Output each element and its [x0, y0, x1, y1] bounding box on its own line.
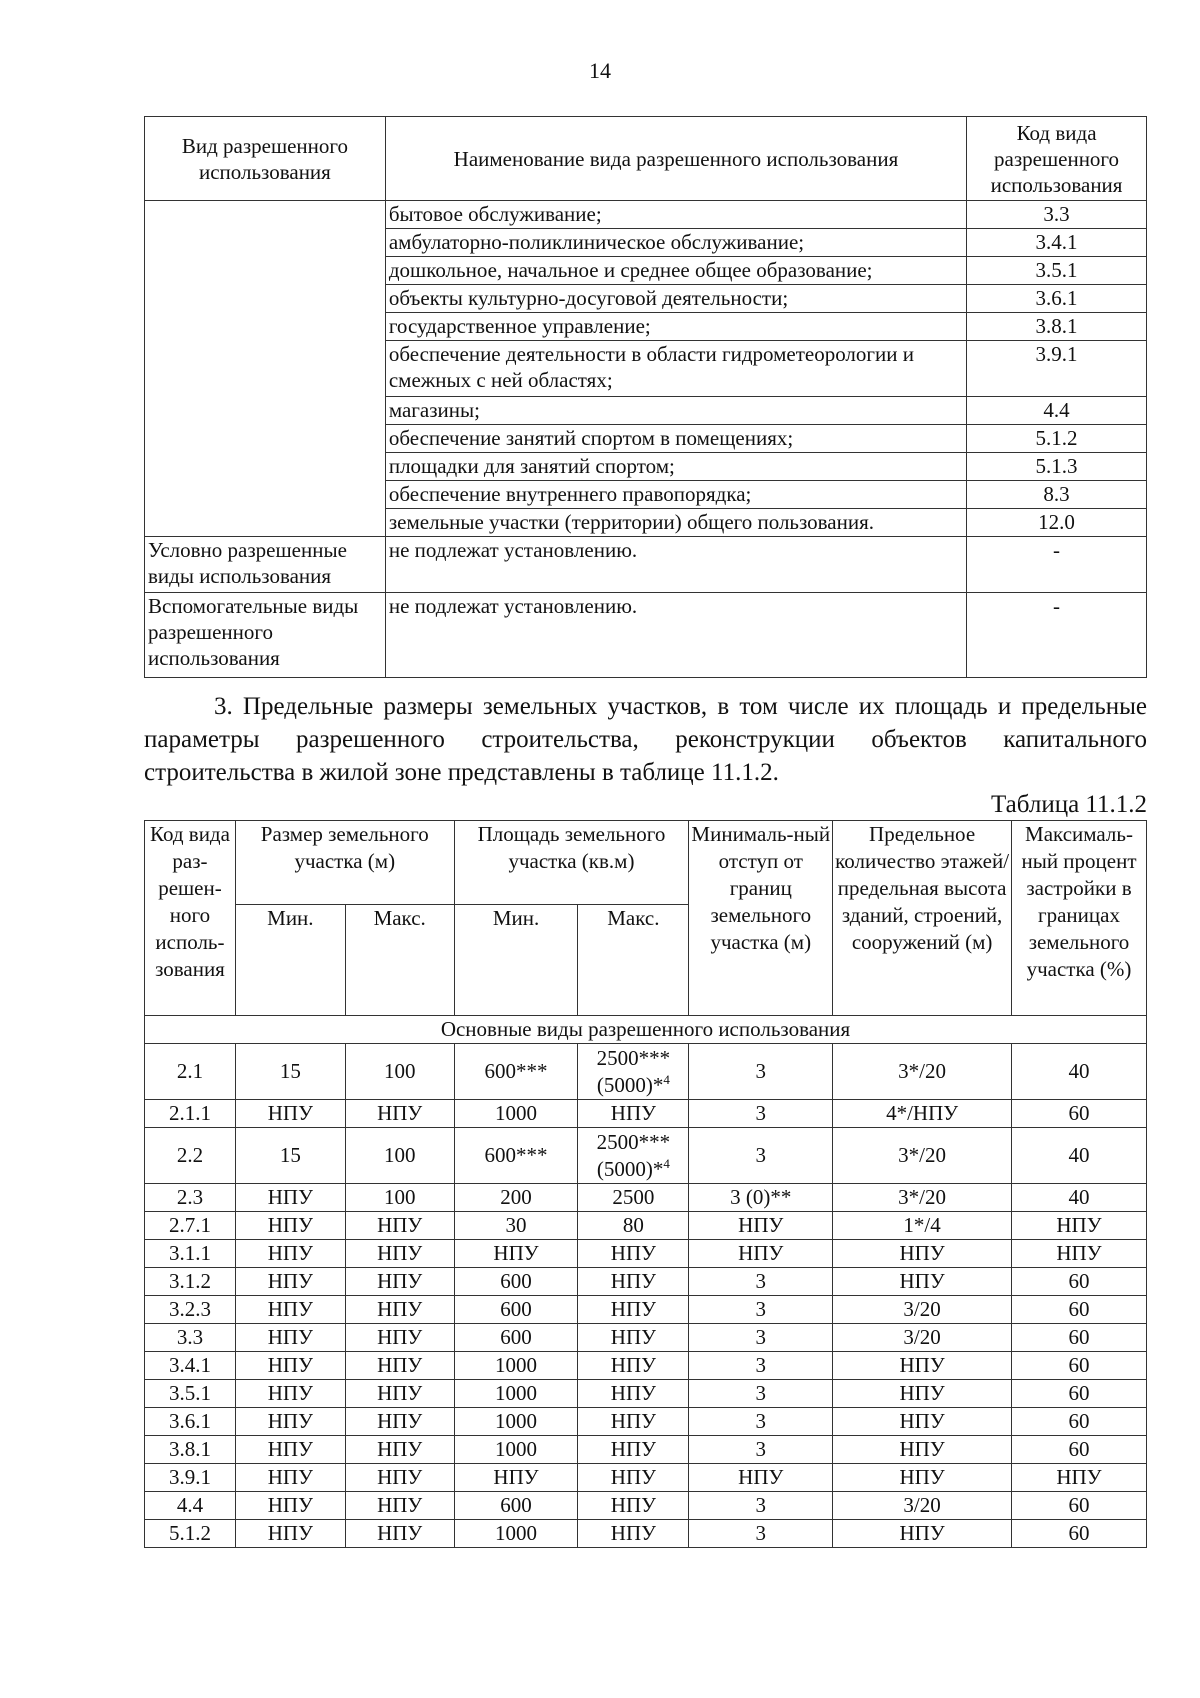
- section-title: Основные виды разрешенного использования: [145, 1016, 1147, 1044]
- cell-percent: 60: [1012, 1352, 1147, 1380]
- use-code: 12.0: [967, 509, 1147, 537]
- area-max-note-sup: 4: [663, 1071, 670, 1087]
- use-code: 3.3: [967, 201, 1147, 229]
- header-floors: Предельное количество этажей/ предельная высота зданий, строений, сооружений (м): [833, 821, 1012, 1016]
- cell-size-min: НПУ: [235, 1520, 345, 1548]
- cell-area-min: 600***: [454, 1044, 578, 1100]
- use-code: 3.5.1: [967, 257, 1147, 285]
- cell-floors: НПУ: [833, 1240, 1012, 1268]
- section-row: [145, 1016, 1147, 1044]
- cell-percent: 60: [1012, 1380, 1147, 1408]
- use-name: государственное управление;: [385, 313, 966, 341]
- header-name: Наименование вида разрешенного использования: [385, 117, 966, 201]
- cell-percent: 60: [1012, 1408, 1147, 1436]
- cell-setback: 3: [689, 1520, 833, 1548]
- header-size-max: Макс.: [345, 905, 454, 1016]
- use-name: обеспечение внутреннего правопорядка;: [385, 481, 966, 509]
- cell-area-max: НПУ: [578, 1324, 689, 1352]
- use-code: 5.1.2: [967, 425, 1147, 453]
- use-code: 3.6.1: [967, 285, 1147, 313]
- cell-size-max: НПУ: [345, 1352, 454, 1380]
- table-row: [145, 537, 1147, 593]
- cell-setback: НПУ: [689, 1212, 833, 1240]
- header-area-min: Мин.: [454, 905, 578, 1016]
- cell-code: 2.1.1: [145, 1100, 236, 1128]
- cell-percent: 60: [1012, 1492, 1147, 1520]
- cell-code: 2.7.1: [145, 1212, 236, 1240]
- cell-floors: 3*/20: [833, 1128, 1012, 1184]
- paragraph-text: 3. Предельные размеры земельных участков, в том числе их площадь и предельные параметры разрешенного строительства, реконструкции объектов капитального строительства в жилой зоне представлены в таблице 11.1.2.: [144, 693, 1147, 786]
- cell-floors: НПУ: [833, 1380, 1012, 1408]
- cell-size-max: НПУ: [345, 1436, 454, 1464]
- cell-size-min: НПУ: [235, 1268, 345, 1296]
- cell-setback: НПУ: [689, 1240, 833, 1268]
- cell-size-max: 100: [345, 1184, 454, 1212]
- use-name: обеспечение деятельности в области гидрометеорологии и смежных с ней областях;: [385, 341, 966, 397]
- cell-area-min: НПУ: [454, 1464, 578, 1492]
- cell-code: 3.1.2: [145, 1268, 236, 1296]
- cell-size-max: НПУ: [345, 1380, 454, 1408]
- cell-area-min: 600: [454, 1268, 578, 1296]
- cell-area-min: 1000: [454, 1408, 578, 1436]
- cell-floors: 3/20: [833, 1492, 1012, 1520]
- auxiliary-name: не подлежат установлению.: [385, 593, 966, 678]
- cell-code: 3.1.1: [145, 1240, 236, 1268]
- cell-percent: 60: [1012, 1520, 1147, 1548]
- cell-area-min: 1000: [454, 1352, 578, 1380]
- cell-percent: НПУ: [1012, 1240, 1147, 1268]
- cell-percent: 60: [1012, 1436, 1147, 1464]
- cell-area-max: НПУ: [578, 1268, 689, 1296]
- cell-code: 4.4: [145, 1492, 236, 1520]
- conditional-kind: Условно разрешенные виды использования: [145, 537, 386, 593]
- header-area: Площадь земельного участка (кв.м): [454, 821, 689, 905]
- table-header-row: [145, 117, 1147, 201]
- cell-size-max: НПУ: [345, 1212, 454, 1240]
- cell-setback: 3: [689, 1436, 833, 1464]
- cell-size-max: 100: [345, 1128, 454, 1184]
- use-name: магазины;: [385, 397, 966, 425]
- cell-size-min: НПУ: [235, 1464, 345, 1492]
- cell-area-min: 600: [454, 1324, 578, 1352]
- cell-percent: 60: [1012, 1268, 1147, 1296]
- table-row: [145, 1184, 1147, 1212]
- cell-size-min: 15: [235, 1044, 345, 1100]
- header-size: Размер земельного участка (м): [235, 821, 454, 905]
- table-row: [145, 1436, 1147, 1464]
- cell-area-max: НПУ: [578, 1352, 689, 1380]
- cell-floors: 4*/НПУ: [833, 1100, 1012, 1128]
- area-max-value: 2500***: [596, 1129, 671, 1154]
- header-setback: Минималь-ный отступ от границ земельного участка (м): [689, 821, 833, 1016]
- cell-percent: 60: [1012, 1100, 1147, 1128]
- main-kind-cell: [145, 201, 386, 537]
- cell-percent: 40: [1012, 1184, 1147, 1212]
- cell-size-min: 15: [235, 1128, 345, 1184]
- table-row: [145, 1380, 1147, 1408]
- cell-floors: 3/20: [833, 1296, 1012, 1324]
- use-code: 5.1.3: [967, 453, 1147, 481]
- cell-setback: НПУ: [689, 1464, 833, 1492]
- cell-code: 5.1.2: [145, 1520, 236, 1548]
- cell-code: 3.8.1: [145, 1436, 236, 1464]
- cell-area-max: НПУ: [578, 1464, 689, 1492]
- table-row: [145, 1296, 1147, 1324]
- cell-setback: 3: [689, 1128, 833, 1184]
- use-name: объекты культурно-досуговой деятельности;: [385, 285, 966, 313]
- cell-code: 3.5.1: [145, 1380, 236, 1408]
- cell-size-min: НПУ: [235, 1100, 345, 1128]
- permitted-use-table: [144, 116, 1147, 678]
- cell-size-min: НПУ: [235, 1324, 345, 1352]
- cell-area-min: 600: [454, 1492, 578, 1520]
- cell-area-min: 1000: [454, 1436, 578, 1464]
- use-name: площадки для занятий спортом;: [385, 453, 966, 481]
- header-kind: Вид разрешенного использования: [145, 117, 386, 201]
- cell-setback: 3: [689, 1352, 833, 1380]
- use-code: 4.4: [967, 397, 1147, 425]
- table-row: [145, 593, 1147, 678]
- cell-setback: 3: [689, 1380, 833, 1408]
- cell-area-max: НПУ: [578, 1408, 689, 1436]
- cell-code: 3.6.1: [145, 1408, 236, 1436]
- cell-size-min: НПУ: [235, 1352, 345, 1380]
- cell-percent: НПУ: [1012, 1464, 1147, 1492]
- cell-percent: 40: [1012, 1044, 1147, 1100]
- cell-area-max: 80: [578, 1212, 689, 1240]
- table-row: [145, 1212, 1147, 1240]
- cell-setback: 3: [689, 1296, 833, 1324]
- cell-setback: 3: [689, 1100, 833, 1128]
- cell-percent: 40: [1012, 1128, 1147, 1184]
- cell-floors: НПУ: [833, 1268, 1012, 1296]
- cell-size-max: 100: [345, 1044, 454, 1100]
- table-row: [145, 1044, 1147, 1100]
- cell-area-min: 1000: [454, 1520, 578, 1548]
- cell-area-max: НПУ: [578, 1436, 689, 1464]
- cell-floors: 1*/4: [833, 1212, 1012, 1240]
- use-name: дошкольное, начальное и среднее общее образование;: [385, 257, 966, 285]
- table-row: [145, 1352, 1147, 1380]
- table-row: [145, 1128, 1147, 1184]
- cell-percent: 60: [1012, 1324, 1147, 1352]
- cell-size-max: НПУ: [345, 1100, 454, 1128]
- cell-code: 3.2.3: [145, 1296, 236, 1324]
- cell-size-max: НПУ: [345, 1324, 454, 1352]
- table-row: [145, 1100, 1147, 1128]
- table-row: [145, 1492, 1147, 1520]
- area-max-value: 2500***: [596, 1045, 671, 1070]
- cell-size-max: НПУ: [345, 1268, 454, 1296]
- use-code: 3.9.1: [967, 341, 1147, 397]
- cell-size-max: НПУ: [345, 1408, 454, 1436]
- cell-floors: НПУ: [833, 1436, 1012, 1464]
- cell-size-max: НПУ: [345, 1296, 454, 1324]
- page-number: 14: [589, 58, 611, 83]
- cell-area-max: 2500: [578, 1184, 689, 1212]
- cell-size-min: НПУ: [235, 1436, 345, 1464]
- cell-setback: 3: [689, 1492, 833, 1520]
- cell-setback: 3: [689, 1268, 833, 1296]
- header-code: Код вида раз-решен-ного исполь-зования: [145, 821, 236, 1016]
- cell-area-min: 1000: [454, 1380, 578, 1408]
- cell-size-max: НПУ: [345, 1520, 454, 1548]
- cell-area-max: НПУ: [578, 1296, 689, 1324]
- cell-area-max: НПУ: [578, 1380, 689, 1408]
- header-area-max: Макс.: [578, 905, 689, 1016]
- table-caption: Таблица 11.1.2: [991, 791, 1147, 818]
- cell-code: 2.2: [145, 1128, 236, 1184]
- cell-setback: 3: [689, 1408, 833, 1436]
- auxiliary-kind: Вспомогательные виды разрешенного использования: [145, 593, 386, 678]
- cell-area-min: НПУ: [454, 1240, 578, 1268]
- cell-floors: 3*/20: [833, 1044, 1012, 1100]
- cell-size-min: НПУ: [235, 1408, 345, 1436]
- use-name: бытовое обслуживание;: [385, 201, 966, 229]
- cell-floors: 3/20: [833, 1324, 1012, 1352]
- cell-code: 2.3: [145, 1184, 236, 1212]
- table-row: [145, 1324, 1147, 1352]
- cell-size-min: НПУ: [235, 1184, 345, 1212]
- header-percent: Максималь-ный процент застройки в границах земельного участка (%): [1012, 821, 1147, 1016]
- cell-area-min: 600: [454, 1296, 578, 1324]
- table-header-row: [145, 821, 1147, 905]
- conditional-code: -: [967, 537, 1147, 593]
- cell-size-min: НПУ: [235, 1212, 345, 1240]
- cell-area-min: 200: [454, 1184, 578, 1212]
- cell-area-max: НПУ: [578, 1492, 689, 1520]
- table-row: [145, 201, 1147, 229]
- cell-size-min: НПУ: [235, 1492, 345, 1520]
- header-size-min: Мин.: [235, 905, 345, 1016]
- cell-area-max: НПУ: [578, 1240, 689, 1268]
- cell-area-max: [578, 1128, 689, 1184]
- cell-size-min: НПУ: [235, 1380, 345, 1408]
- cell-size-max: НПУ: [345, 1240, 454, 1268]
- auxiliary-code: -: [967, 593, 1147, 678]
- cell-size-max: НПУ: [345, 1464, 454, 1492]
- area-max-note-sup: 4: [663, 1155, 670, 1171]
- cell-area-max: НПУ: [578, 1520, 689, 1548]
- cell-size-min: НПУ: [235, 1240, 345, 1268]
- use-code: 3.4.1: [967, 229, 1147, 257]
- cell-code: 3.4.1: [145, 1352, 236, 1380]
- use-name: земельные участки (территории) общего пользования.: [385, 509, 966, 537]
- cell-code: 2.1: [145, 1044, 236, 1100]
- cell-area-max: [578, 1044, 689, 1100]
- cell-size-min: НПУ: [235, 1296, 345, 1324]
- cell-area-max: НПУ: [578, 1100, 689, 1128]
- cell-floors: НПУ: [833, 1520, 1012, 1548]
- cell-setback: 3 (0)**: [689, 1184, 833, 1212]
- table-row: [145, 1408, 1147, 1436]
- conditional-name: не подлежат установлению.: [385, 537, 966, 593]
- cell-size-max: НПУ: [345, 1492, 454, 1520]
- use-name: амбулаторно-поликлиническое обслуживание;: [385, 229, 966, 257]
- cell-code: 3.9.1: [145, 1464, 236, 1492]
- parameters-table: [144, 820, 1147, 1548]
- cell-floors: 3*/20: [833, 1184, 1012, 1212]
- cell-percent: НПУ: [1012, 1212, 1147, 1240]
- area-max-note: (5000)*: [596, 1156, 664, 1181]
- table-row: [145, 1520, 1147, 1548]
- cell-area-min: 600***: [454, 1128, 578, 1184]
- cell-floors: НПУ: [833, 1464, 1012, 1492]
- cell-percent: 60: [1012, 1296, 1147, 1324]
- table-row: [145, 1464, 1147, 1492]
- cell-floors: НПУ: [833, 1408, 1012, 1436]
- cell-setback: 3: [689, 1324, 833, 1352]
- body-paragraph: [144, 690, 1147, 789]
- area-max-note: (5000)*: [596, 1072, 664, 1097]
- header-code: Код вида разрешенного использования: [967, 117, 1147, 201]
- cell-floors: НПУ: [833, 1352, 1012, 1380]
- cell-code: 3.3: [145, 1324, 236, 1352]
- cell-area-min: 1000: [454, 1100, 578, 1128]
- cell-setback: 3: [689, 1044, 833, 1100]
- table-row: [145, 1268, 1147, 1296]
- use-name: обеспечение занятий спортом в помещениях;: [385, 425, 966, 453]
- table-row: [145, 1240, 1147, 1268]
- use-code: 3.8.1: [967, 313, 1147, 341]
- use-code: 8.3: [967, 481, 1147, 509]
- cell-area-min: 30: [454, 1212, 578, 1240]
